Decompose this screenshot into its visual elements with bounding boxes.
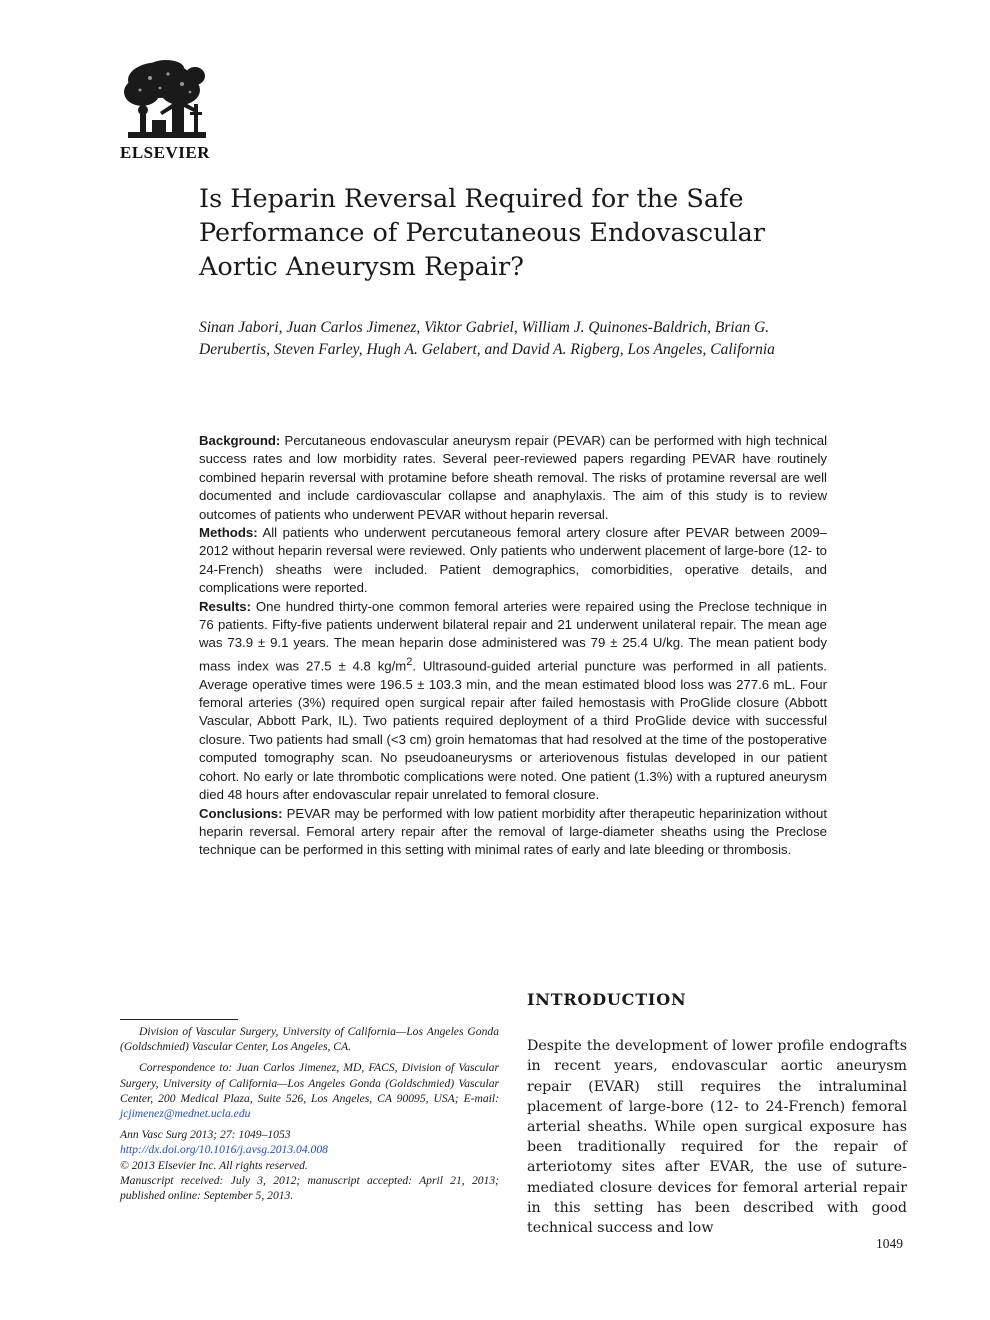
author-list: Sinan Jabori, Juan Carlos Jimenez, Viktor Gabriel, William J. Quinones-Baldrich, Brian G. Derubertis, Steven Farley, Hugh A. Gelabert, and David A. Rigberg, Los Angeles, California: [199, 319, 775, 358]
conclusions-label: Conclusions:: [199, 805, 283, 821]
abstract-background: [199, 432, 827, 524]
background-text: Percutaneous endovascular aneurysm repair (PEVAR) can be performed with high technical success rates and low morbidity rates. Several peer-reviewed papers regarding PEVAR have routinely combined heparin reversal with protamine before sheath removal. The risks of protamine reversal are well documented and include cardiovascular collapse and anaphylaxis. The aim of this study is to review outcomes of patients who underwent PEVAR without heparin reversal.: [199, 433, 827, 522]
methods-text: All patients who underwent percutaneous femoral artery closure after PEVAR between 2009–2012 without heparin reversal were reviewed. Only patients who underwent placement of large-bore (12- to 24-French) sheaths were included. Patient demographics, comorbidities, operative details, and complications were reported.: [199, 525, 828, 596]
abstract-conclusions: [199, 805, 827, 860]
correspondence-text: Correspondence to: Juan Carlos Jimenez, MD, FACS, Division of Vascular Surgery, University of California—Los Angeles Gonda (Goldschmied) Vascular Center, 200 Medical Plaza, Suite 526, Los Angeles, CA 90095, USA; E-mail:: [120, 1061, 499, 1105]
footnote-divider: [120, 1019, 238, 1020]
page-number: 1049: [876, 1236, 903, 1251]
received-line: Manuscript received: July 3, 2012; manuscript accepted: April 21, 2013; published online: September 5, 2013.: [120, 1173, 499, 1203]
results-superscript: 2: [406, 655, 413, 668]
elsevier-logo: [120, 60, 210, 163]
results-text-part2: . Ultrasound-guided arterial puncture was performed in all patients. Average operative times were 196.5 ± 103.3 min, and the mean estimated blood loss was 277.6 mL. Four femoral arteries (3%) required open surgical repair after failed hemostasis with ProGlide closure (Abbott Vascular, Abbott Park, IL). Two patients required deployment of a third ProGlide device with successful closure. Two patients had small (<3 cm) groin hematomas that had resolved at the time of the postoperative computed tomography scan. No pseudoaneurysms or arteriovenous fistulas developed in our patient cohort. No early or late thrombotic complications were noted. One patient (1.3%) with a ruptured aneurysm died 48 hours after endovascular repair unrelated to femoral closure.: [199, 658, 827, 803]
citation-line: Ann Vasc Surg 2013; 27: 1049–1053: [120, 1128, 291, 1142]
email-link[interactable]: jcjimenez@mednet.ucla.edu: [120, 1107, 251, 1121]
elsevier-tree-icon: [120, 60, 210, 142]
abstract: [199, 432, 827, 860]
correspondence-note: [120, 1060, 499, 1121]
introduction-heading: INTRODUCTION: [527, 990, 687, 1009]
conclusions-text: PEVAR may be performed with low patient morbidity after therapeutic heparinization without heparin reversal. Femoral artery repair after the removal of large-diameter sheaths using the Preclose technique can be performed in this setting with minimal rates of early and late bleeding or thrombosis.: [199, 805, 827, 858]
affiliation-note: Division of Vascular Surgery, University of California—Los Angeles Gonda (Goldschmied) Vascular Center, Los Angeles, CA.: [120, 1025, 499, 1054]
methods-label: Methods:: [199, 525, 258, 541]
article-title: Is Heparin Reversal Required for the Safe Performance of Percutaneous Endovascular Aortic Aneurysm Repair?: [199, 184, 766, 282]
copyright-line: © 2013 Elsevier Inc. All rights reserved.: [120, 1158, 308, 1172]
publisher-name: ELSEVIER: [120, 143, 210, 162]
doi-link[interactable]: http://dx.doi.org/10.1016/j.avsg.2013.04.008: [120, 1143, 328, 1157]
results-text-part1: One hundred thirty-one common femoral arteries were repaired using the Preclose technique in 76 patients. Fifty-five patients underwent bilateral repair and 21 underwent unilateral repair. The mean age was 73.9 ± 9.1 years. The mean heparin dose administered was 79 ± 25.4 U/kg. The mean patient body mass index was 27.5 ± 4.8 kg/m: [199, 598, 827, 674]
abstract-results: [199, 598, 827, 805]
background-label: Background:: [199, 433, 281, 448]
footnotes: [120, 1024, 499, 1203]
introduction-text: Despite the development of lower profile endografts in recent years, endovascular aortic aneurysm repair (EVAR) still requires the intraluminal placement of large-bore (12- to 24-French) femoral arterial sheaths. While open surgical exposure has been traditionally required for the repair of arteriotomy sites after EVAR, the use of suture-mediated closure devices for femoral arterial repair in this setting has been described with good technical success and low: [527, 1038, 907, 1237]
abstract-methods: [199, 524, 827, 598]
results-label: Results:: [199, 598, 252, 614]
